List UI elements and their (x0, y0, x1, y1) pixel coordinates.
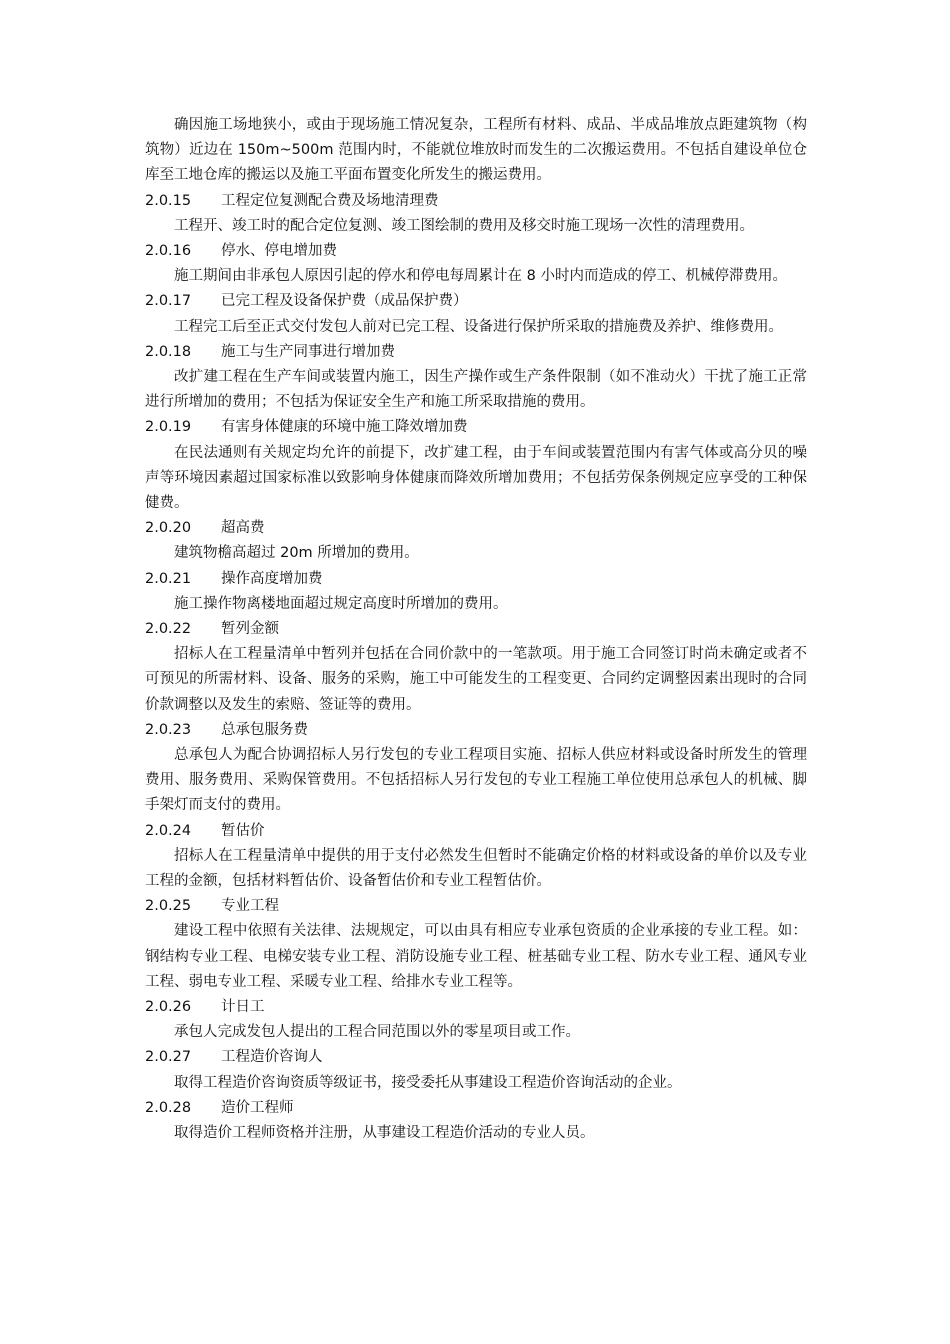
term-heading (145, 340, 807, 365)
term-definition: 总承包人为配合协调招标人另行发包的专业工程项目实施、招标人供应材料或设备时所发生的管理费用、服务费用、采购保管费用。不包括招标人另行发包的专业工程施工单位使用总承包人的机械、脚手架灯而支付的费用。 (145, 746, 807, 814)
term-title: 专业工程 (221, 898, 279, 915)
term-title: 有害身体健康的环境中施工降效增加费 (221, 419, 468, 436)
term-heading (145, 617, 807, 642)
term-definition: 改扩建工程在生产车间或装置内施工，因生产操作或生产条件限制（如不准动火）干扰了施工正常进行所增加的费用；不包括为保证安全生产和施工所采取措施的费用。 (145, 368, 807, 411)
term-definition: 建筑物檐高超过 20m 所增加的费用。 (174, 545, 419, 562)
term-title: 操作高度增加费 (221, 570, 323, 587)
term-definition: 建设工程中依照有关法律、法规规定，可以由具有相应专业承包资质的企业承接的专业工程。如：钢结构专业工程、电梯安装专业工程、消防设施专业工程、桩基础专业工程、防水专业工程、通风专业工程、弱电专业工程、采暖专业工程、给排水专业工程等。 (145, 923, 807, 990)
term-number: 2.0.19 (145, 419, 192, 436)
term-heading (145, 1096, 807, 1121)
term-title: 已完工程及设备保护费（成品保护费） (221, 293, 468, 310)
term-definition: 工程完工后至正式交付发包人前对已完工程、设备进行保护所采取的措施费及养护、维修费用。 (174, 318, 783, 335)
term-number: 2.0.25 (145, 898, 192, 915)
term-definition: 施工期间由非承包人原因引起的停水和停电每周累计在 8 小时内而造成的停工、机械停滞费用。 (174, 268, 787, 285)
term-definition: 取得造价工程师资格并注册，从事建设工程造价活动的专业人员。 (174, 1124, 595, 1141)
term-number: 2.0.26 (145, 998, 192, 1015)
term-number: 2.0.28 (145, 1099, 192, 1116)
term-number: 2.0.21 (145, 570, 192, 587)
term-definition: 取得工程造价咨询资质等级证书，接受委托从事建设工程造价咨询活动的企业。 (174, 1074, 682, 1091)
term-definition: 工程开、竣工时的配合定位复测、竣工图绘制的费用及移交时施工现场一次性的清理费用。 (174, 217, 754, 234)
term-title: 总承包服务费 (221, 721, 308, 738)
term-definition: 承包人完成发包人提出的工程合同范围以外的零星项目或工作。 (174, 1024, 580, 1041)
term-heading (145, 894, 807, 919)
document-page (145, 113, 807, 1146)
term-number: 2.0.18 (145, 343, 192, 360)
term-heading (145, 289, 807, 314)
term-title: 暂估价 (221, 822, 265, 839)
term-number: 2.0.27 (145, 1049, 192, 1066)
term-title: 计日工 (221, 998, 265, 1015)
term-title: 工程定位复测配合费及场地清理费 (221, 192, 439, 209)
term-definition: 施工操作物离楼地面超过规定高度时所增加的费用。 (174, 595, 508, 612)
term-heading (145, 718, 807, 743)
term-title: 施工与生产同事进行增加费 (221, 343, 395, 360)
term-heading (145, 567, 807, 592)
term-heading (145, 516, 807, 541)
term-heading (145, 819, 807, 844)
term-heading (145, 415, 807, 440)
term-number: 2.0.23 (145, 721, 192, 738)
term-number: 2.0.22 (145, 620, 192, 637)
term-number: 2.0.17 (145, 293, 192, 310)
term-heading (145, 1045, 807, 1070)
term-number: 2.0.15 (145, 192, 192, 209)
term-definition: 招标人在工程量清单中暂列并包括在合同价款中的一笔款项。用于施工合同签订时尚未确定或者不可预见的所需材料、设备、服务的采购，施工中可能发生的工程变更、合同约定调整因素出现时的合同价款调整以及发生的索赔、签证等的费用。 (145, 646, 807, 713)
term-title: 超高费 (221, 520, 265, 537)
intro-paragraph: 确因施工场地狭小，或由于现场施工情况复杂，工程所有材料、成品、半成品堆放点距建筑物（构筑物）近边在 150m~500m 范围内时，不能就位堆放时而发生的二次搬运费用。不包括自建设单位仓库至工地仓库的搬运以及施工平面布置变化所发生的搬运费用。 (145, 117, 807, 184)
term-title: 工程造价咨询人 (221, 1049, 323, 1066)
term-title: 暂列金额 (221, 620, 279, 637)
term-number: 2.0.20 (145, 520, 192, 537)
term-number: 2.0.16 (145, 243, 192, 259)
term-title: 停水、停电增加费 (221, 243, 337, 259)
term-number: 2.0.24 (145, 822, 192, 839)
term-heading (145, 239, 807, 264)
term-heading (145, 189, 807, 214)
term-definition: 在民法通则有关规定均允许的前提下，改扩建工程，由于车间或装置范围内有害气体或高分贝的噪声等环境因素超过国家标准以致影响身体健康而降效所增加费用；不包括劳保条例规定应享受的工种保健费。 (145, 444, 807, 511)
term-heading (145, 995, 807, 1020)
term-title: 造价工程师 (221, 1099, 294, 1116)
term-definition: 招标人在工程量清单中提供的用于支付必然发生但暂时不能确定价格的材料或设备的单价以及专业工程的金额，包括材料暂估价、设备暂估价和专业工程暂估价。 (145, 847, 807, 889)
